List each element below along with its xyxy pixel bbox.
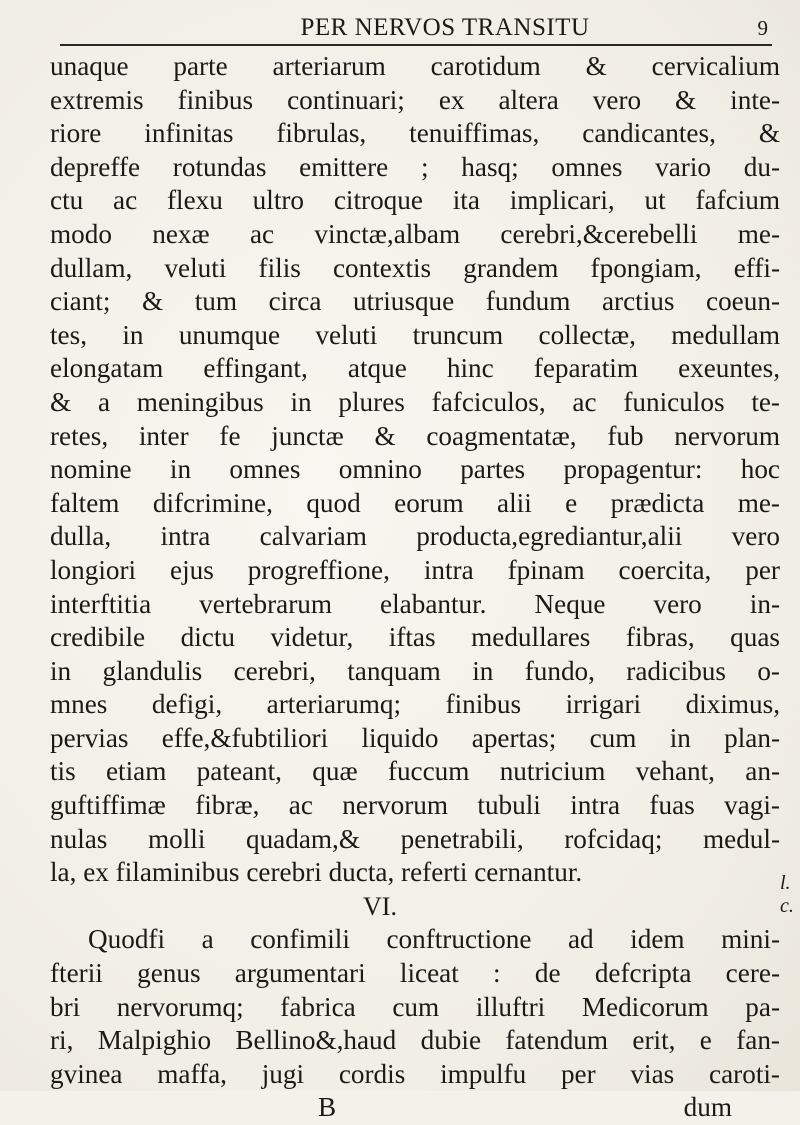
text-line: dulla, intra calvariam producta,egrediantur,alii vero <box>50 521 780 552</box>
text-line: tes, in unumque veluti truncum collectæ, medullam <box>50 319 780 350</box>
text-line: nomine in omnes omnino partes propagentur: hoc <box>50 454 780 485</box>
page-number: 9 <box>757 16 768 40</box>
text-line: depreffe rotundas emittere ; hasq; omnes vario du- <box>50 151 780 182</box>
catchword: dum <box>683 1092 732 1123</box>
text-line: la, ex filaminibus cerebri ducta, referti cernantur. <box>50 857 583 888</box>
text-line: extremis finibus continuari; ex altera vero & inte- <box>50 84 780 115</box>
text-line: & a meningibus in plures fafciculos, ac funiculos te- <box>50 386 780 417</box>
header-rule <box>60 44 772 46</box>
text-line: retes, inter fe junctæ & coagmentatæ, fub nervorum <box>50 420 780 451</box>
text-line: bri nervorumq; fabrica cum illuftri Medicorum pa- <box>50 991 780 1022</box>
running-head: PER NERVOS TRANSITU <box>300 14 590 41</box>
text-line: in glandulis cerebri, tanquam in fundo, radicibus o- <box>50 655 780 686</box>
text-line: riore infinitas fibrulas, tenuiffimas, candicantes, & <box>50 118 780 149</box>
text-line: gvinea maffa, jugi cordis impulfu per vias caroti- <box>50 1058 780 1089</box>
text-line: unaque parte arteriarum carotidum & cervicalium <box>50 51 780 81</box>
text-line: interftitia vertebrarum elabantur. Neque vero in- <box>50 588 780 619</box>
text-line: mnes defigi, arteriarumq; finibus irrigari diximus, <box>50 689 780 720</box>
text-line: fterii genus argumentari liceat : de defcripta cere- <box>50 958 780 989</box>
text-line: ctu ac flexu ultro citroque ita implicari, ut fafcium <box>50 185 780 216</box>
text-line: pervias effe,&fubtiliori liquido apertas; cum in plan- <box>50 722 780 753</box>
text-line: longiori ejus progreffione, intra fpinam coercita, per <box>50 554 780 585</box>
text-line: tis etiam pateant, quæ fuccum nutricium vehant, an- <box>50 756 780 787</box>
text-line: nulas molli quadam,& penetrabili, rofcidaq; medul- <box>50 823 780 854</box>
body-text <box>50 50 780 1125</box>
text-line: elongatam effingant, atque hinc feparatim exeuntes, <box>50 353 780 384</box>
text-line: dullam, veluti filis contextis grandem fpongiam, effi- <box>50 252 780 283</box>
footer-row <box>50 1091 780 1125</box>
page-header <box>60 14 770 44</box>
text-line: credibile dictu videtur, iftas medullares fibras, quas <box>50 622 780 653</box>
signature-mark: B <box>318 1092 337 1123</box>
text-line: guftiffimæ fibræ, ac nervorum tubuli intra fuas vagi- <box>50 790 780 821</box>
text-line: faltem difcrimine, quod eorum alii e prædicta me- <box>50 487 780 518</box>
margin-note: l. c. <box>780 872 794 917</box>
section-number: VI. <box>363 891 397 921</box>
text-line: ciant; & tum circa utriusque fundum arctius coeun- <box>50 286 780 317</box>
text-line: ri, Malpighio Bellino&,haud dubie fatendum erit, e fan- <box>50 1025 780 1056</box>
text-line: modo nexæ ac vinctæ,albam cerebri,&cerebelli me- <box>50 218 780 249</box>
text-line: Quodfi a confimili conftructione ad idem mini- <box>88 924 780 955</box>
